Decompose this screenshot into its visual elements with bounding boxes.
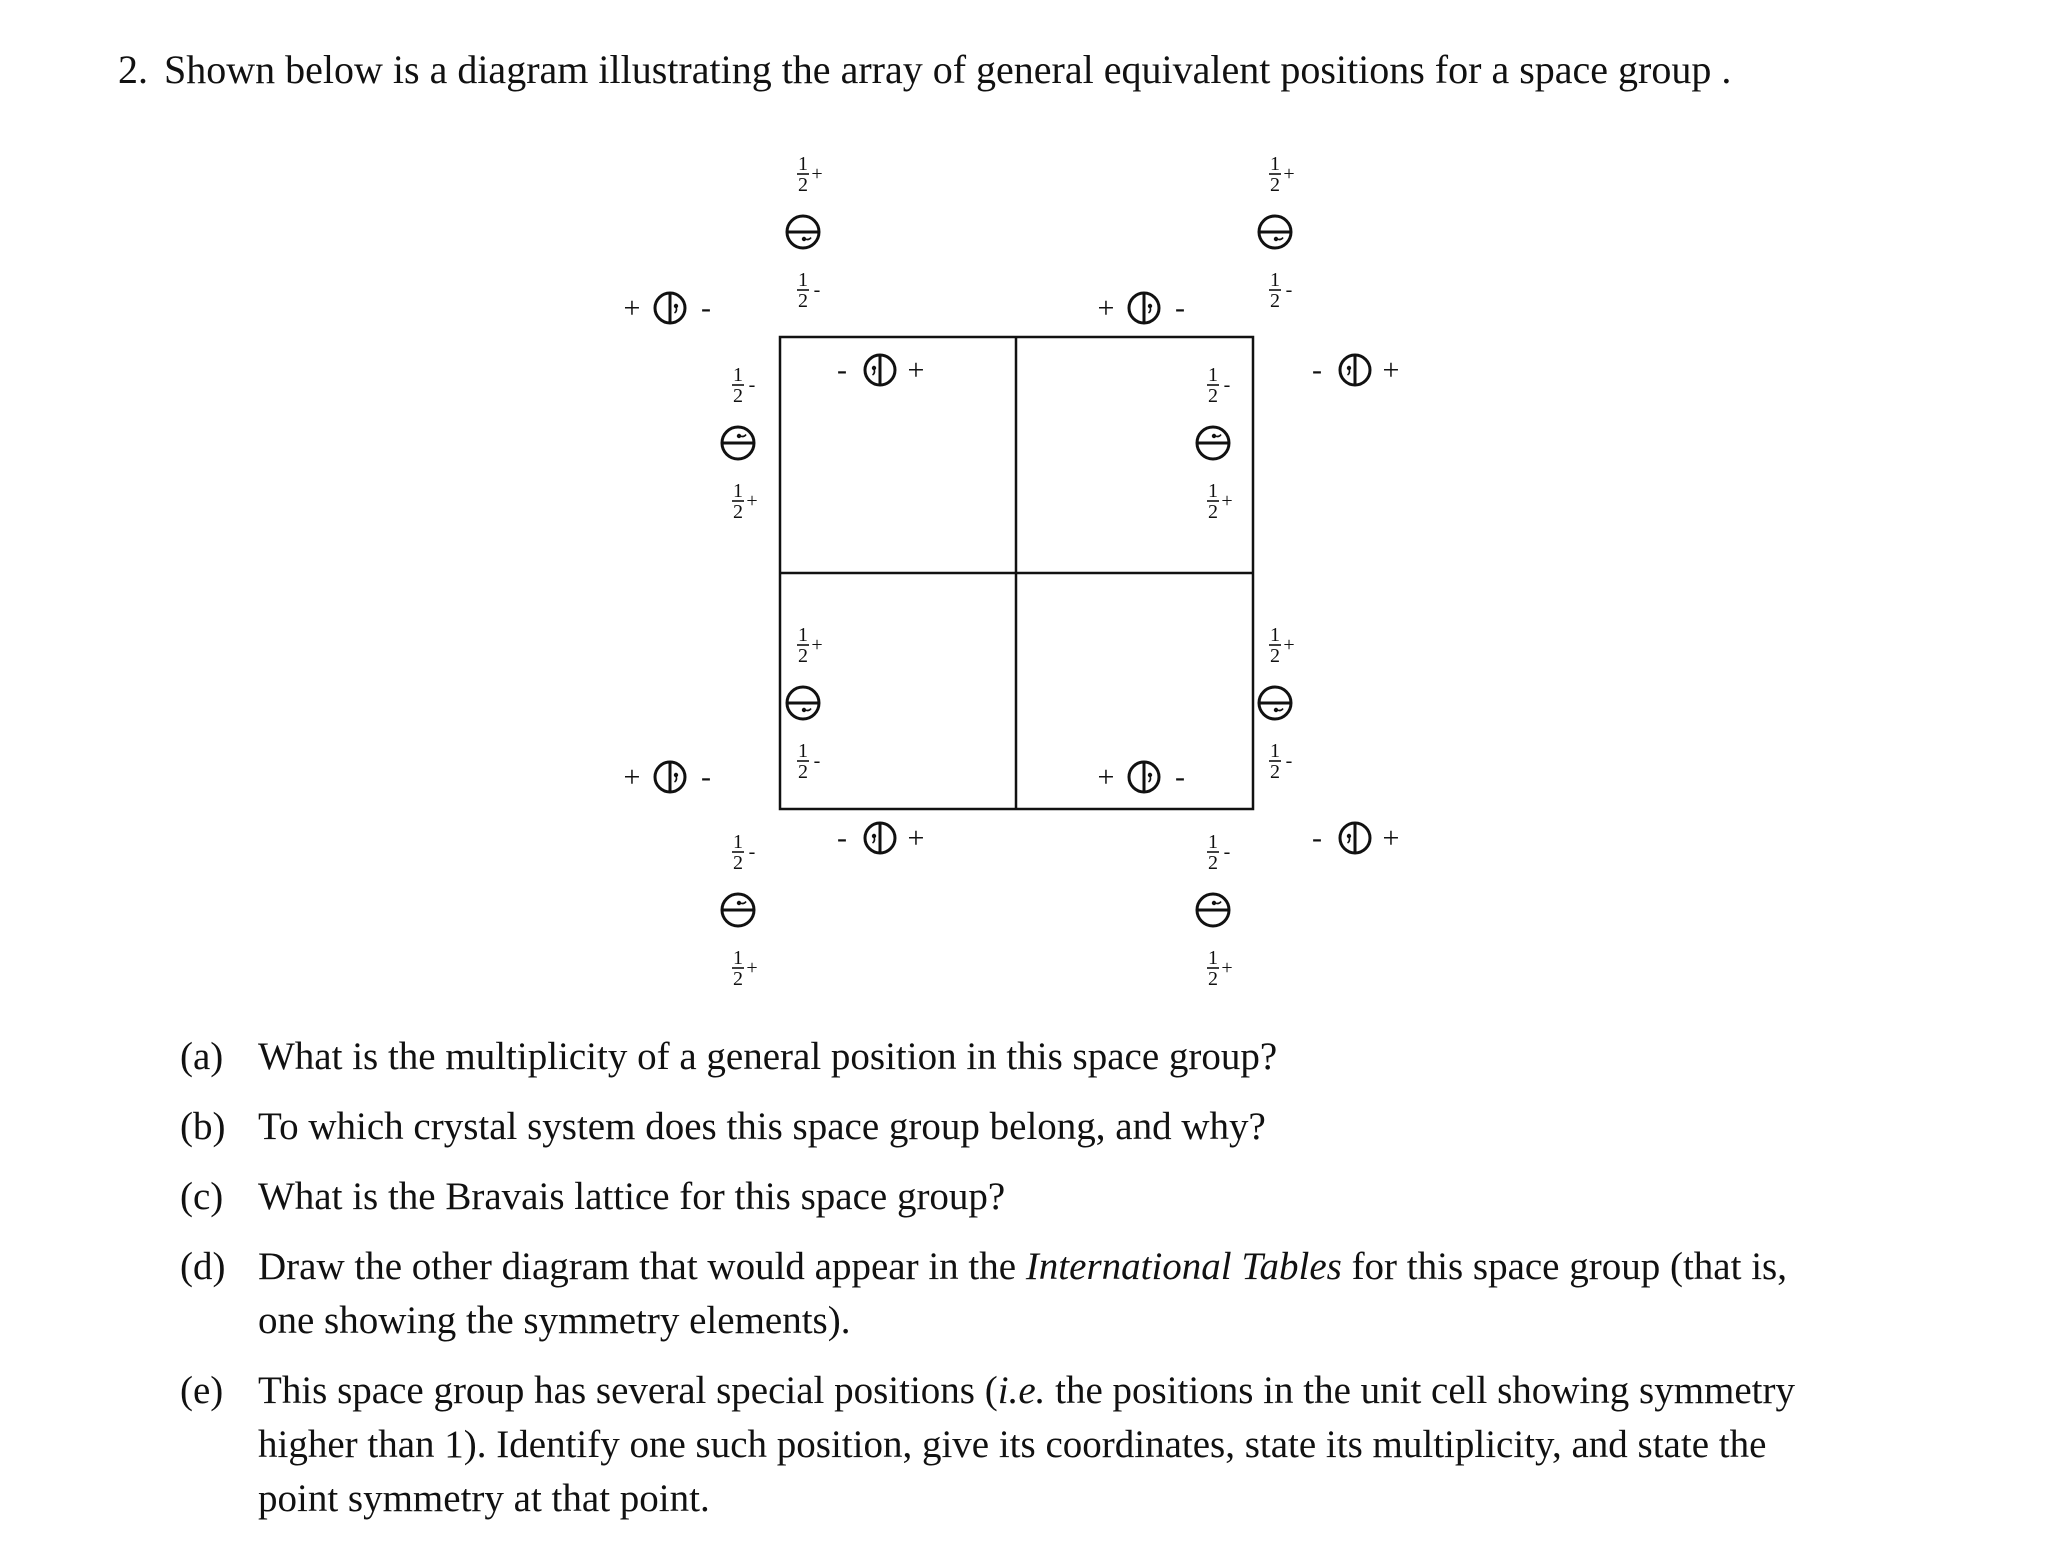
position-marker: [1098, 761, 1185, 794]
position-marker-half: [722, 831, 758, 990]
fraction-denominator: 2: [1208, 385, 1218, 407]
position-marker-half: [1197, 364, 1233, 523]
fraction-numerator: 1: [798, 740, 808, 762]
enantiomorph-comma-tail: [740, 902, 746, 904]
fraction-label: [732, 364, 755, 407]
enantiomorph-comma-tail: [1215, 435, 1221, 437]
question-item: [180, 1100, 1840, 1154]
fraction-label: [1207, 831, 1230, 874]
height-sign: +: [1097, 291, 1115, 325]
fraction-numerator: 1: [798, 153, 808, 175]
fraction-numerator: 1: [798, 269, 808, 291]
position-marker: [1098, 292, 1185, 325]
problem-number: 2.: [118, 47, 148, 92]
height-sign: +: [907, 353, 925, 387]
question-list: [180, 1030, 1840, 1542]
height-sign: +: [907, 821, 925, 855]
fraction-numerator: 1: [733, 947, 743, 969]
fraction-sign: -: [813, 279, 821, 301]
question-item: [180, 1364, 1840, 1526]
enantiomorph-comma-tail: [873, 837, 875, 843]
fraction-sign: +: [1221, 490, 1233, 512]
fraction-sign: -: [748, 374, 756, 396]
position-marker: [624, 292, 711, 325]
position-marker-half: [1259, 153, 1295, 312]
height-sign: -: [1312, 821, 1322, 855]
fraction-numerator: 1: [1208, 831, 1218, 853]
question-text-italic: International Tables: [1025, 1245, 1342, 1288]
fraction-label: [732, 831, 755, 874]
fraction-label: [732, 480, 758, 523]
fraction-denominator: 2: [798, 174, 808, 196]
fraction-label: [797, 740, 820, 783]
fraction-sign: +: [746, 957, 758, 979]
fraction-label: [1269, 269, 1292, 312]
fraction-sign: -: [748, 841, 756, 863]
fraction-denominator: 2: [733, 968, 743, 990]
question-text-part: Draw the other diagram that would appear in the: [258, 1245, 1026, 1288]
question-label: (a): [180, 1035, 224, 1078]
question-item: [180, 1170, 1840, 1224]
height-sign: -: [701, 760, 711, 794]
enantiomorph-comma-tail: [805, 238, 811, 240]
fraction-denominator: 2: [1270, 761, 1280, 783]
fraction-denominator: 2: [798, 761, 808, 783]
height-sign: +: [1382, 821, 1400, 855]
height-sign: -: [1175, 760, 1185, 794]
fraction-label: [797, 624, 823, 667]
enantiomorph-comma-tail: [740, 435, 746, 437]
height-sign: +: [1382, 353, 1400, 387]
fraction-numerator: 1: [1208, 947, 1218, 969]
question-text: [258, 1170, 1840, 1224]
fraction-label: [1207, 364, 1230, 407]
fraction-label: [1269, 624, 1295, 667]
fraction-denominator: 2: [798, 645, 808, 667]
enantiomorph-comma-tail: [1277, 238, 1283, 240]
fraction-label: [797, 153, 823, 196]
fraction-numerator: 1: [733, 831, 743, 853]
fraction-sign: -: [1285, 750, 1293, 772]
question-text: [258, 1240, 1840, 1348]
question-label: (d): [180, 1245, 226, 1288]
enantiomorph-comma-tail: [1215, 902, 1221, 904]
fraction-sign: -: [1285, 279, 1293, 301]
question-text-part: What is the multiplicity of a general position in this space group?: [258, 1035, 1278, 1078]
question-label: (b): [180, 1105, 226, 1148]
height-sign: -: [1312, 353, 1322, 387]
fraction-label: [1269, 740, 1292, 783]
fraction-label: [1269, 153, 1295, 196]
fraction-sign: -: [1223, 374, 1231, 396]
fraction-numerator: 1: [1270, 269, 1280, 291]
question-text-part: for this space group (that is, one showing the symmetry elements).: [258, 1245, 1787, 1342]
fraction-denominator: 2: [1208, 501, 1218, 523]
question-text: [258, 1100, 1840, 1154]
height-sign: -: [1175, 291, 1185, 325]
height-sign: -: [701, 291, 711, 325]
fraction-label: [1207, 947, 1233, 990]
fraction-label: [732, 947, 758, 990]
enantiomorph-comma-tail: [675, 307, 677, 313]
height-sign: +: [1097, 760, 1115, 794]
question-text: [258, 1364, 1840, 1526]
fraction-sign: +: [811, 163, 823, 185]
fraction-numerator: 1: [798, 624, 808, 646]
question-text-part: What is the Bravais lattice for this space group?: [258, 1175, 1006, 1218]
problem-intro: Shown below is a diagram illustrating the array of general equivalent positions for a space group .: [164, 47, 1732, 92]
fraction-denominator: 2: [1270, 174, 1280, 196]
enantiomorph-comma-tail: [805, 709, 811, 711]
fraction-label: [1207, 480, 1233, 523]
question-label: (e): [180, 1369, 224, 1412]
position-marker-half: [787, 624, 823, 783]
position-marker: [837, 822, 924, 855]
enantiomorph-comma-tail: [1348, 837, 1350, 843]
fraction-denominator: 2: [733, 501, 743, 523]
fraction-denominator: 2: [798, 290, 808, 312]
fraction-denominator: 2: [1270, 290, 1280, 312]
height-sign: -: [837, 821, 847, 855]
fraction-numerator: 1: [1270, 624, 1280, 646]
position-marker-half: [722, 364, 758, 523]
fraction-sign: +: [1283, 634, 1295, 656]
enantiomorph-comma-tail: [675, 776, 677, 782]
fraction-sign: +: [1221, 957, 1233, 979]
fraction-denominator: 2: [733, 385, 743, 407]
unit-cell-grid: [780, 337, 1253, 809]
question-text-part: This space group has several special positions (: [258, 1369, 998, 1412]
fraction-numerator: 1: [733, 480, 743, 502]
question-item: [180, 1030, 1840, 1084]
question-text: [258, 1030, 1840, 1084]
enantiomorph-comma-tail: [873, 369, 875, 375]
height-sign: +: [623, 760, 641, 794]
height-sign: +: [623, 291, 641, 325]
enantiomorph-comma-tail: [1149, 307, 1151, 313]
fraction-denominator: 2: [1208, 852, 1218, 874]
fraction-denominator: 2: [1270, 645, 1280, 667]
equivalent-positions-layer: [624, 153, 1400, 990]
enantiomorph-comma-tail: [1348, 369, 1350, 375]
fraction-sign: -: [813, 750, 821, 772]
fraction-sign: +: [1283, 163, 1295, 185]
position-marker: [624, 761, 711, 794]
fraction-numerator: 1: [1270, 740, 1280, 762]
fraction-sign: +: [811, 634, 823, 656]
fraction-sign: +: [746, 490, 758, 512]
question-text-italic: i.e.: [997, 1369, 1046, 1412]
fraction-numerator: 1: [1208, 480, 1218, 502]
question-label: (c): [180, 1175, 224, 1218]
question-text-part: To which crystal system does this space group belong, and why?: [258, 1105, 1266, 1148]
position-marker-half: [1259, 624, 1295, 783]
position-marker: [1312, 354, 1399, 387]
enantiomorph-comma-tail: [1277, 709, 1283, 711]
height-sign: -: [837, 353, 847, 387]
position-marker-half: [787, 153, 823, 312]
position-marker: [837, 354, 924, 387]
fraction-numerator: 1: [733, 364, 743, 386]
fraction-sign: -: [1223, 841, 1231, 863]
position-marker-half: [1197, 831, 1233, 990]
enantiomorph-comma-tail: [1149, 776, 1151, 782]
fraction-numerator: 1: [1270, 153, 1280, 175]
question-item: [180, 1240, 1840, 1348]
question-text-part: the positions in the unit cell showing symmetry higher than 1). Identify one such position, give its coordinates, state its multiplicity, and state the point symmetry at that point.: [258, 1369, 1795, 1520]
fraction-denominator: 2: [1208, 968, 1218, 990]
fraction-numerator: 1: [1208, 364, 1218, 386]
position-marker: [1312, 822, 1399, 855]
fraction-denominator: 2: [733, 852, 743, 874]
fraction-label: [797, 269, 820, 312]
